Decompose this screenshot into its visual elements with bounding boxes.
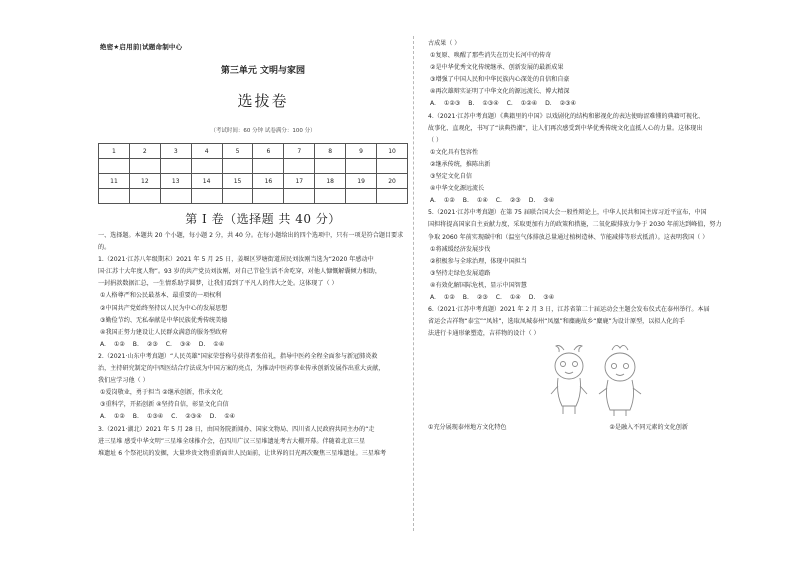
answer-cell[interactable] (129, 189, 160, 204)
option-item: ③坚持走绿色发展道路 (430, 269, 491, 277)
question-line: 5.（2021·江苏中考真题）在第 75 届联合国大会一般性辩论上，中华人民共和国主席习近平宣布，中国 (428, 209, 707, 217)
grid-cell: 14 (191, 174, 222, 189)
question-4 (428, 111, 744, 208)
answer-cell[interactable] (222, 159, 253, 174)
header-note: 绝密★启用前|试题命制中心 (100, 43, 183, 51)
answer-cell[interactable] (160, 159, 191, 174)
grid-cell: 6 (253, 144, 284, 159)
question-line: （ ） (428, 136, 443, 144)
question-line: 进三星堆 感受中华文明”三星堆全球推介会，在四川广汉三星堆遗址考古大棚开幕。伴随着北京三星 (98, 437, 366, 445)
answer-cell[interactable] (377, 159, 408, 174)
question-line: 故事化、直观化，书写了“读典热潮”，让人们再次感受到中华优秀传统文化直抵人心的力量。这体现出 (428, 124, 703, 132)
right-column (428, 38, 744, 434)
question-line: 4.（2021·江苏中考真题）《典籍里的中国》以戏剧化的结构和影视化的表达使晦涩难懂的典籍可视化、 (428, 112, 705, 120)
option-item: ①爱岗敬业，勇于担当 ②继承创新，伟承文化 (100, 389, 223, 397)
answer-grid-blank-row (99, 189, 408, 204)
option-item: ①文化具有包容性 (430, 148, 479, 156)
question-line: 6.（2021·江苏中考真题）2021 年 2 月 3 日，江苏省第二十届运动会主题会发布仪式在泰州举行。本届 (428, 306, 710, 314)
question-line: 国担将提高国家自主贡献力度，采取更加有力的政策和措施，二氧化碳排放力争于 2030 年前达到峰值，努力 (428, 221, 722, 229)
question-line: 治，主持研究制定的中西医结合疗法成为中国方案的亮点，为推动中医药事业传承创新发展作出重大贡献， (98, 365, 385, 373)
grid-cell: 7 (284, 144, 315, 159)
answer-cell[interactable] (346, 189, 377, 204)
question-line: 法进行卡通形象塑造，吉祥物的设计（ ） (428, 330, 540, 338)
option-item: ③坚定文化自信 (430, 173, 473, 181)
grid-cell: 15 (222, 174, 253, 189)
question-line: 我们应学习他（ ） (98, 377, 149, 385)
question-2 (98, 351, 408, 424)
question-line: 2.（2021·山东中考真题）“人民英雄”国家荣誉称号获得者张伯礼，指导中医药全程全面参与新冠肺炎救 (98, 352, 378, 360)
question-line: 1.（2021·江苏八年级期末）2021 年 5 月 25 日，姜堰区罗塘街道居民刘汝刚当选为“2020 年感动中 (98, 256, 374, 264)
answer-cell[interactable] (191, 159, 222, 174)
question-3-continued (428, 38, 744, 111)
grid-cell: 18 (315, 174, 346, 189)
answer-cell[interactable] (191, 189, 222, 204)
option-item: ②是融入不同元素的文化创新 (609, 424, 688, 432)
grid-cell: 13 (160, 174, 191, 189)
answer-cell[interactable] (377, 189, 408, 204)
grid-cell: 12 (129, 174, 160, 189)
grid-cell: 8 (315, 144, 346, 159)
option-item: ①复原、唤醒了那些消失在历史长河中的传奇 (430, 52, 552, 60)
grid-cell: 3 (160, 144, 191, 159)
grid-cell: 10 (377, 144, 408, 159)
answer-cell[interactable] (253, 189, 284, 204)
question-line: 堆遗址 6 个祭祀坑的发掘，大量珍贵文物重新面世人民面前，让世界的目光再次聚焦三星堆遗址。三星堆考 (98, 449, 387, 457)
grid-cell: 4 (191, 144, 222, 159)
paper-title: 选拔卷 (237, 92, 289, 110)
grid-cell: 2 (129, 144, 160, 159)
grid-cell: 20 (377, 174, 408, 189)
answer-cell[interactable] (99, 159, 130, 174)
answer-choices: A. ①② B. ①④ C. ②③ D. ③④ (430, 197, 555, 205)
grid-cell: 9 (346, 144, 377, 159)
answer-cell[interactable] (222, 189, 253, 204)
answer-cell[interactable] (129, 159, 160, 174)
question-1 (98, 254, 408, 351)
question-line: 争取 2060 年前实现碳中和（温室气体排放总量通过植树造林、节能减排等形式抵消）。这表明我国（ ） (428, 233, 709, 241)
answer-grid-number-row (99, 144, 408, 159)
unit-title: 第三单元 文明与家园 (220, 66, 306, 76)
answer-cell[interactable] (346, 159, 377, 174)
grid-cell: 17 (284, 174, 315, 189)
question-3 (98, 424, 408, 460)
mascot-icon (546, 340, 646, 420)
answer-grid-blank-row (99, 159, 408, 174)
question-line: 一封捐款数据汇总，一生情系助学圆梦，让我们看到了平凡人的伟大之处。这体现了（ ） (98, 280, 338, 288)
question-line: 省运会吉祥物“泰宝”“凤娃”，选取凤城泰州“凤凰”和麋鹿故乡“麋鹿”为设计原型，以拟人化的手 (428, 318, 685, 326)
section-title: 第 I 卷（选择题 共 40 分） (185, 212, 341, 226)
option-item: ①充分展现泰州地方文化特色 (428, 424, 507, 432)
answer-grid-number-row (99, 174, 408, 189)
answer-choices: A. ①②③ B. ①③④ C. ①②④ D. ②③④ (430, 100, 577, 108)
column-divider (413, 36, 414, 531)
answer-cell[interactable] (315, 189, 346, 204)
answer-choices: A. ①② B. ①③④ C. ②③④ D. ①④ (100, 413, 236, 421)
left-column (98, 230, 408, 460)
option-item: ②继承传统，推陈出新 (430, 160, 491, 168)
option-item: ④我国正努力建设让人民群众满意的服务型政府 (100, 328, 228, 336)
answer-cell[interactable] (284, 159, 315, 174)
grid-cell: 5 (222, 144, 253, 159)
answer-choices: A. ①② B. ②③ C. ③④ D. ①④ (100, 340, 225, 348)
answer-cell[interactable] (284, 189, 315, 204)
answer-cell[interactable] (99, 189, 130, 204)
answer-cell[interactable] (315, 159, 346, 174)
option-item: ①将减缓经济发展步伐 (430, 245, 491, 253)
answer-cell[interactable] (253, 159, 284, 174)
question-line: 国·江苏十大年度人物”。93 岁的共产党员刘汝刚，对自己节俭生活不舍吃穿，对他人慷慨解囊倾力相助， (98, 268, 381, 276)
question-5 (428, 207, 744, 304)
answer-cell[interactable] (160, 189, 191, 204)
grid-cell: 16 (253, 174, 284, 189)
answer-grid (98, 143, 408, 204)
grid-cell: 1 (99, 144, 130, 159)
section-instruction: 一、选择题。本题共 20 个小题，每小题 2 分，共 40 分。在每小题给出的四个选项中，只有一项是符合题目要求的。 (98, 232, 404, 252)
question-line: 3.（2021·湖北）2021 年 5 月 28 日，由国务院新闻办、国家文物局、四川省人民政府共同主办的“走 (98, 425, 375, 433)
option-item: ②中国共产党始终坚持以人民为中心的发展思想 (100, 304, 228, 312)
option-item: ②积极参与全球治理，体现中国担当 (430, 257, 527, 265)
question-6 (428, 304, 744, 434)
option-item: ②是中华优秀文化传统继承、创新发展的最新成果 (430, 64, 564, 72)
option-item: ④有效化解国际危机，显示中国智慧 (430, 281, 527, 289)
option-item: ①人格尊严和公民最基本、最重要的一项权利 (100, 292, 222, 300)
grid-cell: 11 (99, 174, 130, 189)
figure-options (428, 422, 688, 434)
question-line: 古成果（ ） (428, 40, 461, 47)
mascot-figure (428, 340, 744, 422)
exam-info: （考试时间：60 分钟 试卷满分：100 分） (210, 128, 316, 134)
option-item: ④再次雄辩实证明了中华文化的源远流长、博大精深 (430, 88, 570, 96)
option-item: ④中华文化源远流长 (430, 185, 485, 193)
grid-cell: 19 (346, 174, 377, 189)
answer-choices: A. ①② B. ②③ C. ①④ D. ③④ (430, 293, 555, 301)
option-item: ③重科学，开拓创新 ④坚持自信，彰显文化自信 (100, 401, 229, 409)
option-item: ③增强了中国人民和中华民族内心深处的自信和自豪 (430, 76, 570, 84)
option-item: ③勤俭节约、无私奉献是中华民族优秀传统美德 (100, 316, 228, 324)
